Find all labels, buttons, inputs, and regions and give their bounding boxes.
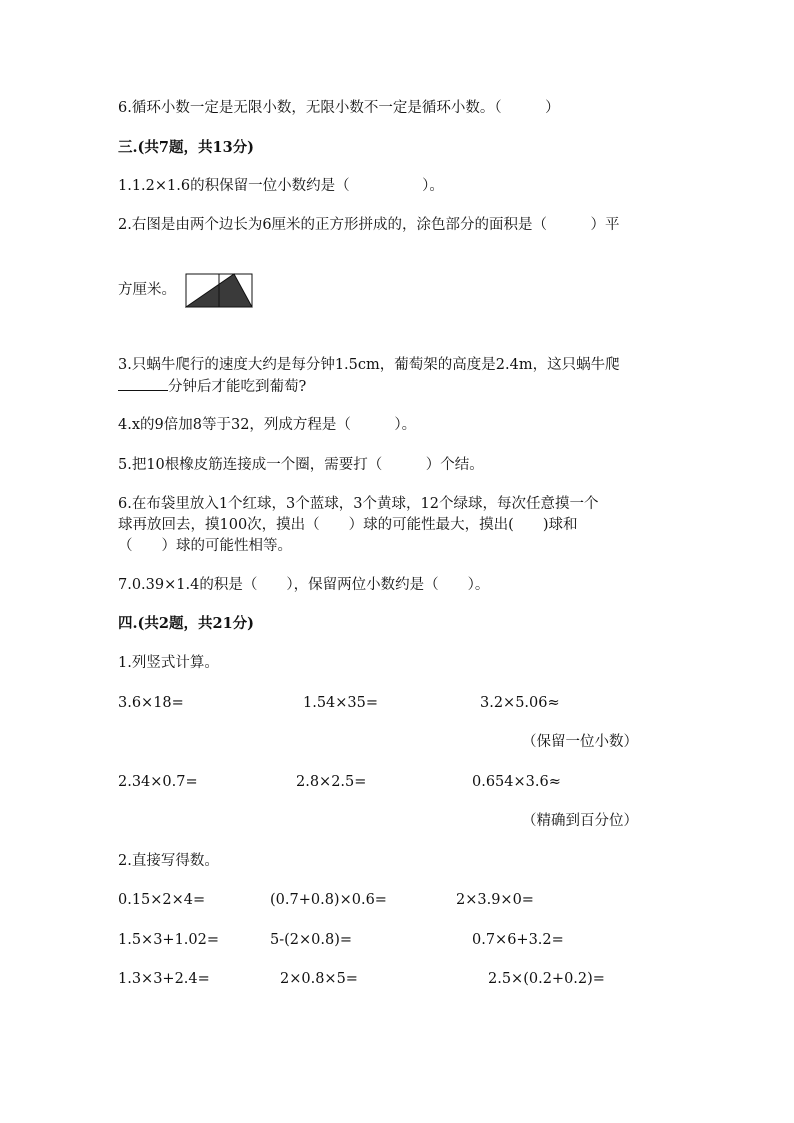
calc-row-2-item-1: 2.34×0.7= <box>118 774 198 790</box>
calc-note-2: （精确到百分位） <box>522 813 638 829</box>
mental-row-2-item-2: 5-(2×0.8)= <box>270 932 353 948</box>
mental-row-3-item-2: 2×0.8×5= <box>280 971 358 987</box>
two-squares-shaded-triangle-figure <box>185 273 253 308</box>
s3-question-3-line-1: 3.只蜗牛爬行的速度大约是每分钟1.5cm，葡萄架的高度是2.4m，这只蜗牛爬 <box>118 357 620 373</box>
calc-row-2-item-2: 2.8×2.5= <box>296 774 367 790</box>
calc-row-1-item-2: 1.54×35= <box>303 695 379 711</box>
s3-question-6-line-1: 6.在布袋里放入1个红球，3个蓝球，3个黄球，12个绿球，每次任意摸一个 <box>118 496 599 512</box>
section-4-heading: 四.(共2题，共21分) <box>118 615 255 632</box>
s4-question-2-title: 2.直接写得数。 <box>118 853 219 869</box>
s3-question-4: 4.x的9倍加8等于32，列成方程是（ ）。 <box>118 417 417 433</box>
section-3-heading: 三.(共7题，共13分) <box>118 139 255 156</box>
s3-question-6-line-2: 球再放回去，摸100次，摸出（ ）球的可能性最大，摸出( )球和 <box>118 517 578 533</box>
s3-question-3-line-2-text: 分钟后才能吃到葡萄? <box>168 379 307 395</box>
s3-question-2-line-2: 方厘米。 <box>118 282 176 298</box>
mental-row-1-item-2: (0.7+0.8)×0.6= <box>270 892 387 908</box>
s3-question-1: 1.1.2×1.6的积保留一位小数约是（ ）。 <box>118 178 444 194</box>
mental-row-3-item-3: 2.5×(0.2+0.2)= <box>488 971 605 987</box>
s3-question-6-line-3: （ ）球的可能性相等。 <box>118 538 292 554</box>
mental-row-1-item-1: 0.15×2×4= <box>118 892 206 908</box>
calc-note-1: （保留一位小数） <box>522 734 638 750</box>
calc-row-1-item-1: 3.6×18= <box>118 695 184 711</box>
answer-blank <box>118 376 168 391</box>
mental-row-3-item-1: 1.3×3+2.4= <box>118 971 210 987</box>
s3-question-5: 5.把10根橡皮筋连接成一个圈，需要打（ ）个结。 <box>118 457 484 473</box>
mental-row-2-item-1: 1.5×3+1.02= <box>118 932 220 948</box>
s3-question-7: 7.0.39×1.4的积是（ ），保留两位小数约是（ ）。 <box>118 577 490 593</box>
calc-row-2-item-3: 0.654×3.6≈ <box>472 774 561 790</box>
calc-row-1-item-3: 3.2×5.06≈ <box>480 695 560 711</box>
s3-question-2-line-1: 2.右图是由两个边长为6厘米的正方形拼成的，涂色部分的面积是（ ）平 <box>118 217 620 233</box>
s3-question-3 <box>118 355 620 398</box>
s3-question-3-line-2 <box>118 376 620 398</box>
s4-question-1-title: 1.列竖式计算。 <box>118 655 219 671</box>
mental-row-1-item-3: 2×3.9×0= <box>456 892 534 908</box>
mental-row-2-item-3: 0.7×6+3.2= <box>472 932 564 948</box>
s3-question-6 <box>118 494 598 557</box>
question-6-true-false: 6.循环小数一定是无限小数，无限小数不一定是循环小数。（ ） <box>118 100 560 116</box>
